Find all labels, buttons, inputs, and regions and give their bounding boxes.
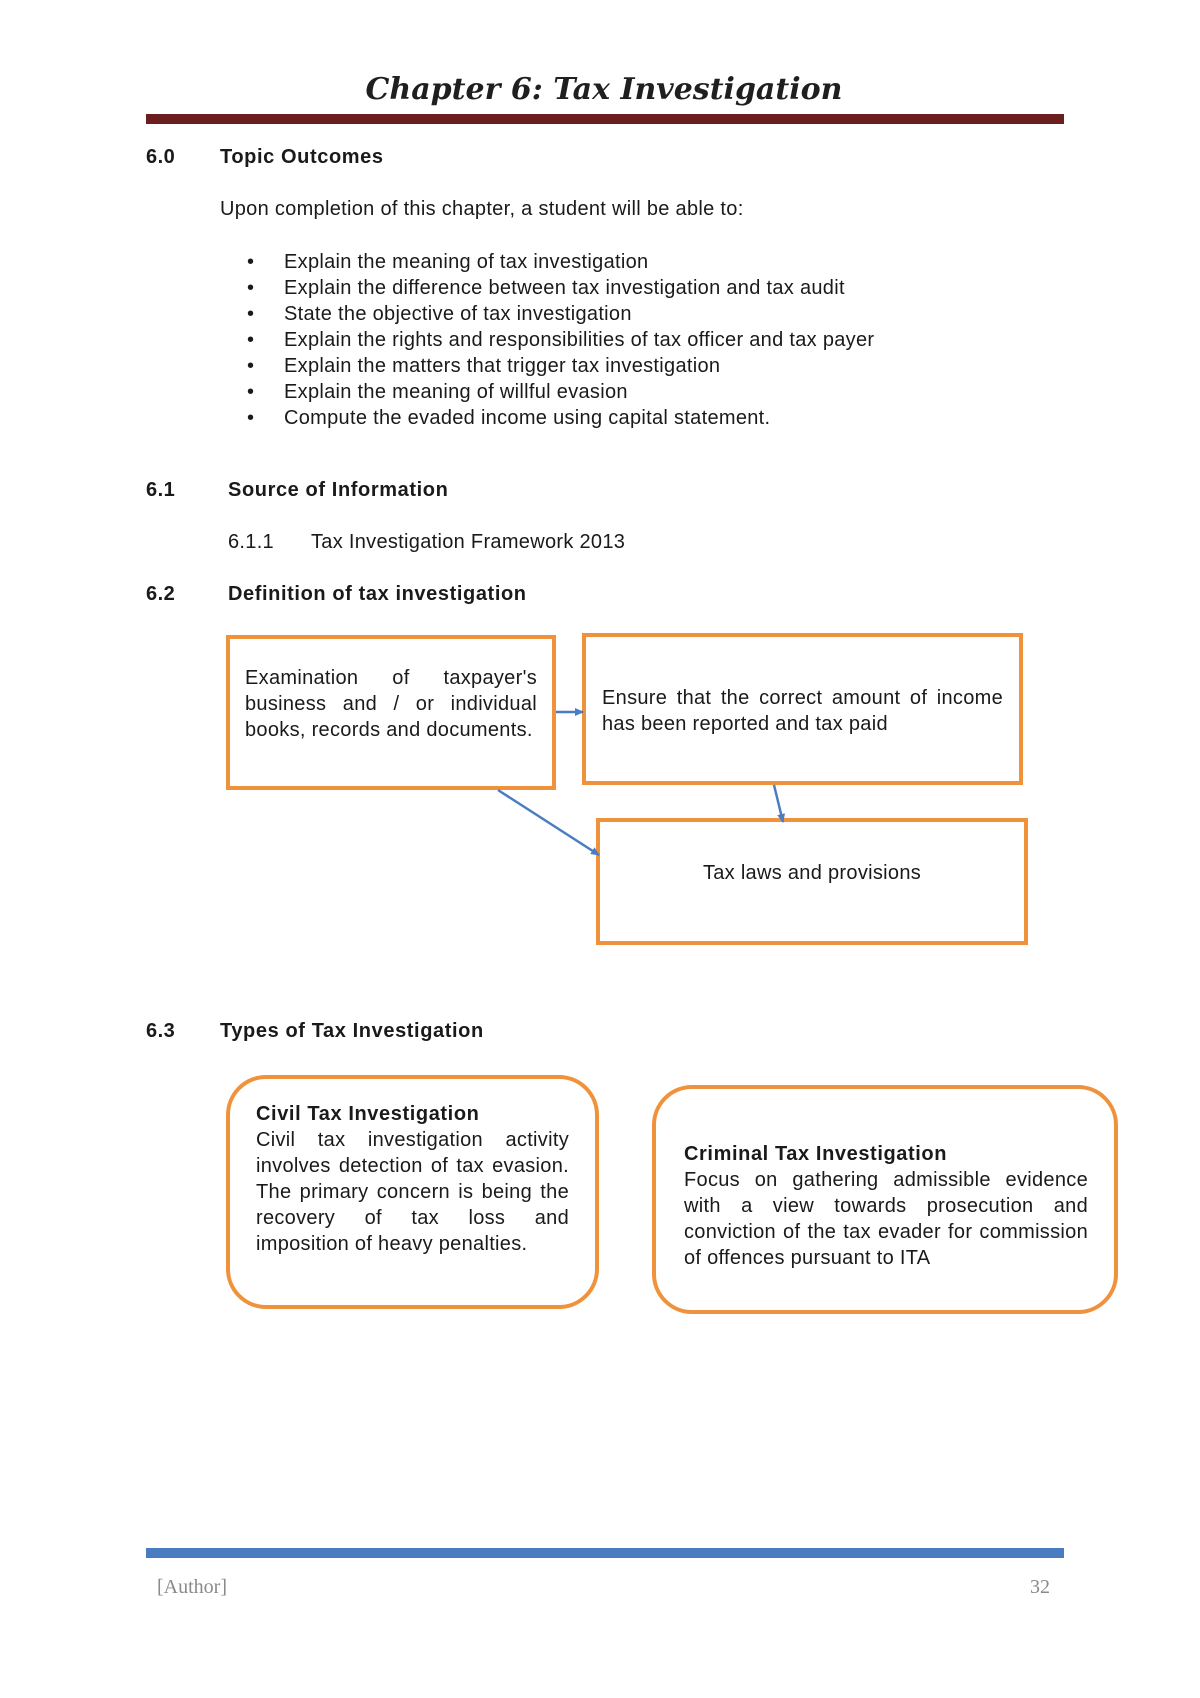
arrow-examination-to-laws <box>498 790 599 855</box>
section-title-source-of-information: Source of Information <box>228 479 449 501</box>
criminal-investigation-text: Focus on gathering admissible evidence with a view towards prosecution and conviction of the tax evader for commission of offences pursuant to ITA <box>684 1169 1088 1269</box>
section-title-topic-outcomes: Topic Outcomes <box>220 146 384 168</box>
section-number-6-3: 6.3 <box>146 1020 176 1042</box>
subsection-text-framework: Tax Investigation Framework 2013 <box>311 531 626 553</box>
civil-investigation-text: Civil tax investigation activity involves detection of tax evasion. The primary concern is being the recovery of tax loss and imposition of heavy penalties. <box>256 1129 569 1255</box>
outcomes-intro: Upon completion of this chapter, a student will be able to: <box>220 198 744 220</box>
list-item: • State the objective of tax investigation <box>247 301 874 327</box>
section-title-definition: Definition of tax investigation <box>228 583 527 605</box>
list-item: • Explain the difference between tax investigation and tax audit <box>247 275 874 301</box>
list-item: • Explain the meaning of willful evasion <box>247 379 874 405</box>
criminal-investigation-box <box>652 1085 1118 1314</box>
arrow-ensure-to-laws <box>774 785 783 822</box>
tax-laws-text: Tax laws and provisions <box>702 862 922 884</box>
section-title-types: Types of Tax Investigation <box>220 1020 484 1042</box>
ensure-amount-text: Ensure that the correct amount of income has been reported and tax paid <box>602 687 1003 735</box>
civil-investigation-box <box>226 1075 599 1309</box>
list-item: • Explain the rights and responsibilities of tax officer and tax payer <box>247 327 874 353</box>
section-number-6-2: 6.2 <box>146 583 176 605</box>
examination-text: Examination of taxpayer's business and / or individual books, records and documents. <box>245 667 537 741</box>
section-number-6-1: 6.1 <box>146 479 176 501</box>
civil-investigation-title: Civil Tax Investigation <box>256 1103 480 1125</box>
page-number: 32 <box>1030 1576 1050 1598</box>
list-item: • Explain the matters that trigger tax investigation <box>247 353 874 379</box>
list-item: • Compute the evaded income using capital statement. <box>247 405 874 431</box>
list-item: • Explain the meaning of tax investigation <box>247 249 874 275</box>
section-number-6-0: 6.0 <box>146 146 176 168</box>
footer-rule <box>146 1548 1064 1558</box>
subsection-number-6-1-1: 6.1.1 <box>228 531 274 553</box>
footer-author: [Author] <box>157 1576 227 1598</box>
criminal-investigation-title: Criminal Tax Investigation <box>684 1143 948 1165</box>
chapter-title: Chapter 6: Tax Investigation <box>365 72 843 107</box>
